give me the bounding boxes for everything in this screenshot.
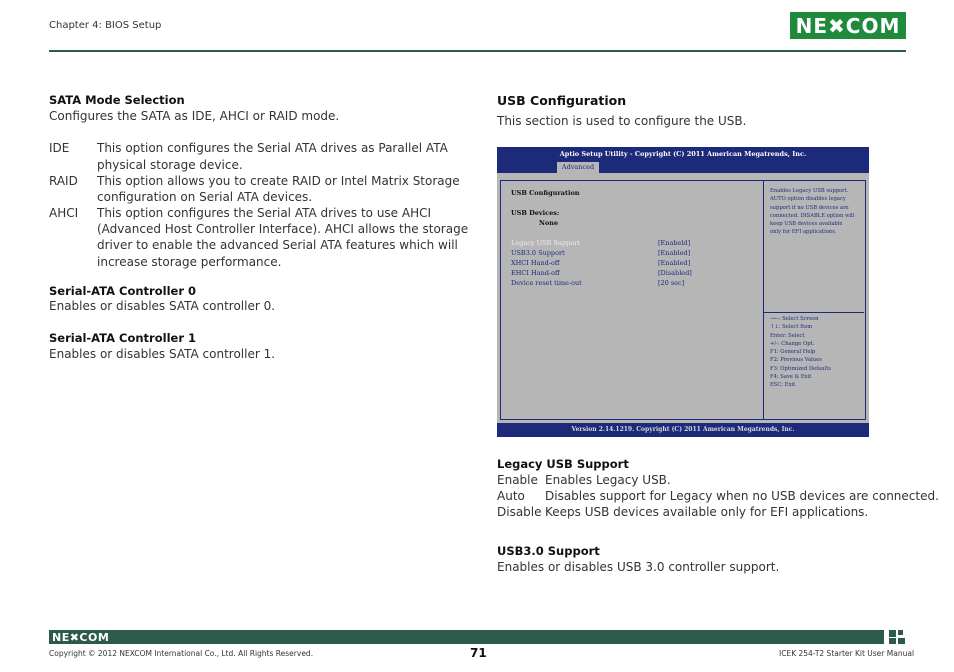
bios-key-legend xyxy=(770,315,831,390)
option-raid-line1: This option allows you to create RAID or Intel Matrix Storage xyxy=(97,174,460,188)
usb-config-description: This section is used to configure the USB. xyxy=(497,114,747,128)
option-ahci-line1: This option configures the Serial ATA drives to use AHCI xyxy=(97,206,432,220)
header-rule xyxy=(49,50,906,52)
help-line: keep USB devices available xyxy=(770,221,843,228)
help-line: Enables Legacy USB support. xyxy=(770,188,849,194)
bios-item-xhci[interactable]: XHCI Hand-off xyxy=(511,259,560,267)
option-key-ide: IDE xyxy=(49,141,70,155)
bios-value-legacy-usb[interactable]: [Enabeld] xyxy=(658,239,691,247)
bios-devices-label: USB Devices: xyxy=(511,209,560,217)
legacy-key-enable: Enable xyxy=(497,473,538,487)
help-line: support if no USB devices are xyxy=(770,204,849,211)
legacy-key-auto: Auto xyxy=(497,489,525,503)
bios-value-ehci[interactable]: [Disabled] xyxy=(658,269,692,277)
chapter-label: Chapter 4: BIOS Setup xyxy=(49,20,162,31)
key-legend-line: Enter: Select xyxy=(770,332,805,339)
sata-controller-0-heading: Serial-ATA Controller 0 xyxy=(49,284,196,298)
sata-mode-description: Configures the SATA as IDE, AHCI or RAID mode. xyxy=(49,109,340,123)
footer-square xyxy=(898,638,905,644)
bios-item-usb3[interactable]: USB3.0 Support xyxy=(511,249,565,257)
bios-item-reset-timeout[interactable]: Device reset time-out xyxy=(511,279,582,287)
bios-version-footer: Version 2.14.1219. Copyright (C) 2011 American Megatrends, Inc. xyxy=(497,423,869,437)
page-number: 71 xyxy=(470,646,487,660)
option-ide-line1: This option configures the Serial ATA drives as Parallel ATA xyxy=(97,141,448,155)
sata-controller-0-description: Enables or disables SATA controller 0. xyxy=(49,299,276,313)
footer-bar xyxy=(49,630,884,644)
bios-help-text xyxy=(770,187,854,237)
legacy-usb-heading: Legacy USB Support xyxy=(497,457,629,471)
footer-copyright: Copyright © 2012 NEXCOM International Co., Ltd. All Rights Reserved. xyxy=(49,649,314,658)
bios-item-ehci[interactable]: EHCI Hand-off xyxy=(511,269,560,277)
bios-section-title: USB Configuration xyxy=(511,189,580,197)
help-line: connected. DISABLE option will xyxy=(770,212,855,219)
key-legend-line: F3: Optimized Defaults xyxy=(770,365,831,372)
option-ahci-line2: (Advanced Host Controller Interface). AHCI allows the storage xyxy=(97,222,469,236)
footer-square xyxy=(898,630,903,635)
key-legend-line: +/-: Change Opt. xyxy=(770,340,815,347)
option-key-ahci: AHCI xyxy=(49,206,79,220)
option-ide-line2: physical storage device. xyxy=(97,158,243,172)
usb-config-heading: USB Configuration xyxy=(497,93,627,108)
option-key-raid: RAID xyxy=(49,174,78,188)
key-legend-line: F4: Save & Exit xyxy=(770,374,812,381)
legacy-desc-disable: Keeps USB devices available only for EFI applications. xyxy=(545,505,869,519)
sata-controller-1-description: Enables or disables SATA controller 1. xyxy=(49,347,276,361)
option-ahci-line4: increase storage performance. xyxy=(97,255,282,269)
manual-title: ICEK 254-T2 Starter Kit User Manual xyxy=(779,649,915,658)
footer-square xyxy=(889,638,896,644)
legacy-desc-auto: Disables support for Legacy when no USB devices are connected. xyxy=(545,489,939,503)
footer-square xyxy=(889,630,896,637)
bios-item-legacy-usb[interactable]: Legacy USB Support xyxy=(511,239,580,247)
key-legend-line: F2: Previous Values xyxy=(770,357,822,364)
key-legend-line: →←: Select Screen xyxy=(770,316,819,322)
nexcom-logo: NE✖COM xyxy=(790,12,906,39)
legacy-key-disable: Disable xyxy=(497,505,542,519)
usb3-description: Enables or disables USB 3.0 controller support. xyxy=(497,560,780,574)
option-ahci-line3: driver to enable the advanced Serial ATA features which will xyxy=(97,238,458,252)
legacy-desc-enable: Enables Legacy USB. xyxy=(545,473,671,487)
bios-help-divider xyxy=(764,312,864,313)
help-line: AUTO option disables legacy xyxy=(770,196,846,203)
bios-devices-value: None xyxy=(539,219,559,227)
bios-value-xhci[interactable]: [Enabled] xyxy=(658,259,691,267)
bios-title-bar: Aptio Setup Utility - Copyright (C) 2011 American Megatrends, Inc. xyxy=(497,147,869,161)
key-legend-line: ESC: Exit xyxy=(770,382,796,389)
sata-mode-heading: SATA Mode Selection xyxy=(49,93,185,107)
bios-screen xyxy=(497,147,869,437)
usb3-heading: USB3.0 Support xyxy=(497,544,600,558)
footer-logo: NE✖COM xyxy=(52,631,110,644)
sata-controller-1-heading: Serial-ATA Controller 1 xyxy=(49,331,196,345)
bios-column-divider xyxy=(763,180,764,420)
help-line: only for EFI applications. xyxy=(770,229,837,236)
key-legend-line: F1: General Help xyxy=(770,349,816,356)
bios-value-usb3[interactable]: [Enabled] xyxy=(658,249,691,257)
option-raid-line2: configuration on Serial ATA devices. xyxy=(97,190,313,204)
bios-tab-advanced[interactable]: Advanced xyxy=(557,162,599,173)
bios-tab-bar xyxy=(497,161,869,173)
key-legend-line: ↑↓: Select Item xyxy=(770,324,813,331)
bios-value-reset-timeout[interactable]: [20 sec] xyxy=(658,279,685,287)
